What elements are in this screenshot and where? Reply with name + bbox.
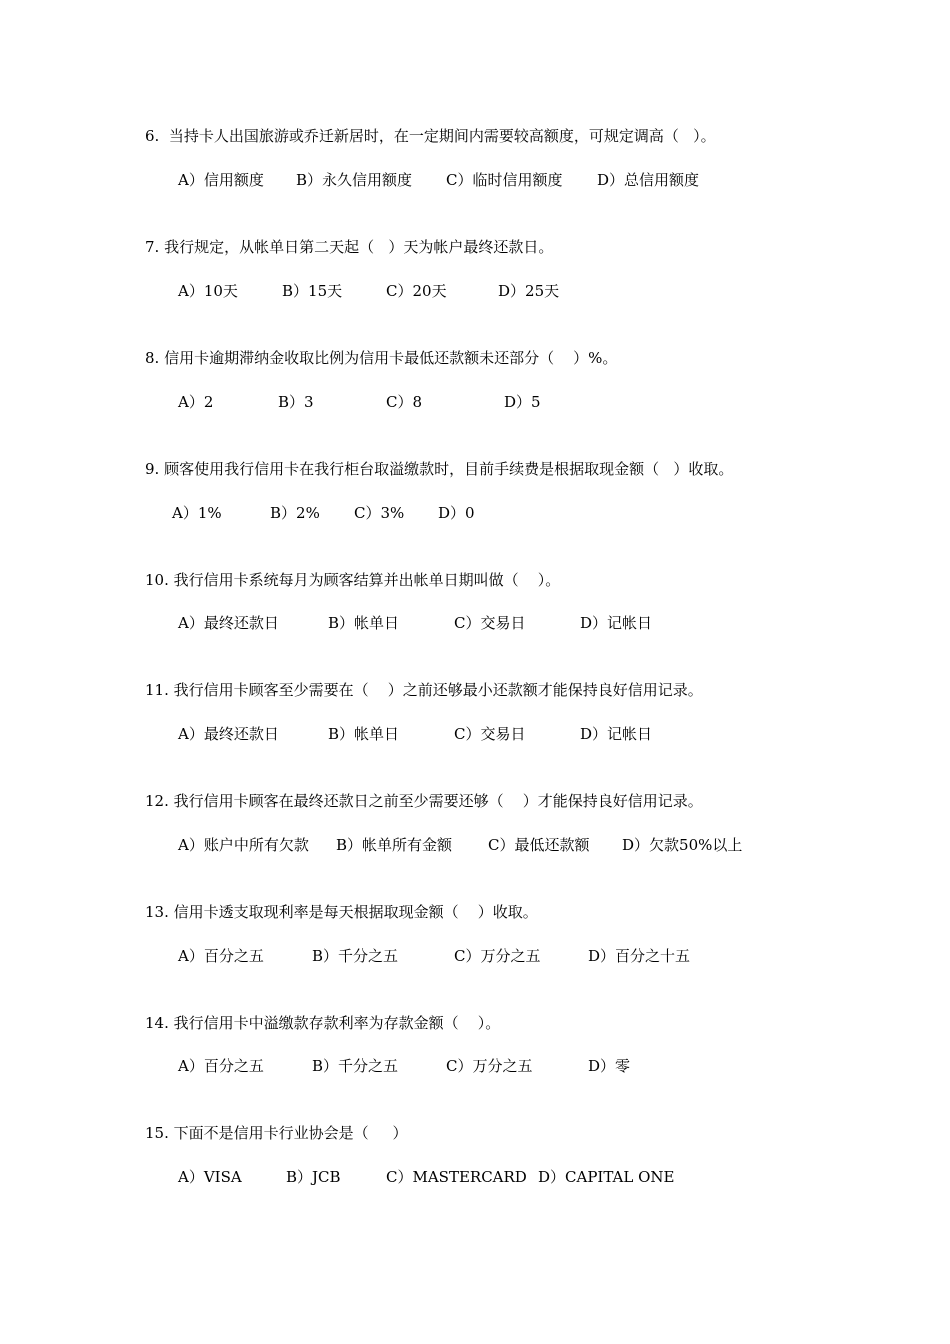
question-7-stem: 7. 我行规定，从帐单日第二天起（ ）天为帐户最终还款日。 <box>145 238 554 256</box>
question-13-stem: 13. 信用卡透支取现利率是每天根据取现金额（ ）收取。 <box>145 903 538 921</box>
question-10-option-a: A）最终还款日 <box>178 614 279 632</box>
question-10-option-c: C）交易日 <box>454 614 526 632</box>
question-9-option-b: B）2% <box>270 504 320 522</box>
question-15-option-c: C）MASTERCARD <box>386 1168 527 1186</box>
question-9-option-c: C）3% <box>354 504 405 522</box>
question-10-option-b: B）帐单日 <box>328 614 400 632</box>
question-11-stem: 11. 我行信用卡顾客至少需要在（ ）之前还够最小还款额才能保持良好信用记录。 <box>145 681 703 699</box>
question-9-option-d: D）0 <box>438 504 475 522</box>
question-10-stem: 10. 我行信用卡系统每月为顾客结算并出帐单日期叫做（ ）。 <box>145 571 561 589</box>
question-8-option-b: B）3 <box>278 393 314 411</box>
question-11-option-b: B）帐单日 <box>328 725 400 743</box>
question-11-option-a: A）最终还款日 <box>178 725 279 743</box>
question-7-option-d: D）25天 <box>498 282 560 300</box>
question-7-option-c: C）20天 <box>386 282 447 300</box>
question-14-option-a: A）百分之五 <box>178 1057 264 1075</box>
question-15-option-d: D）CAPITAL ONE <box>538 1168 675 1186</box>
question-12-option-a: A）账户中所有欠款 <box>178 836 309 854</box>
question-6-stem: 6. 当持卡人出国旅游或乔迁新居时，在一定期间内需要较高额度，可规定调高（ ）。 <box>145 127 716 145</box>
question-15-stem: 15. 下面不是信用卡行业协会是（ ） <box>145 1124 408 1142</box>
question-6-option-b: B）永久信用额度 <box>296 171 413 189</box>
question-12-stem: 12. 我行信用卡顾客在最终还款日之前至少需要还够（ ）才能保持良好信用记录。 <box>145 792 703 810</box>
question-14-option-c: C）万分之五 <box>446 1057 533 1075</box>
question-14-option-b: B）千分之五 <box>312 1057 399 1075</box>
question-8-option-d: D）5 <box>504 393 541 411</box>
question-6-option-a: A）信用额度 <box>178 171 264 189</box>
question-12-option-c: C）最低还款额 <box>488 836 590 854</box>
question-12-option-d: D）欠款50%以上 <box>622 836 743 854</box>
question-13-option-c: C）万分之五 <box>454 947 541 965</box>
question-7-option-a: A）10天 <box>178 282 238 300</box>
question-7-option-b: B）15天 <box>282 282 343 300</box>
question-13-option-d: D）百分之十五 <box>588 947 691 965</box>
question-6-option-c: C）临时信用额度 <box>446 171 563 189</box>
question-9-stem: 9. 顾客使用我行信用卡在我行柜台取溢缴款时，目前手续费是根据取现金额（ ）收取。 <box>145 460 734 478</box>
question-14-option-d: D）零 <box>588 1057 631 1075</box>
question-15-option-b: B）JCB <box>286 1168 341 1186</box>
question-8-option-c: C）8 <box>386 393 423 411</box>
question-14-stem: 14. 我行信用卡中溢缴款存款利率为存款金额（ ）。 <box>145 1014 501 1032</box>
question-11-option-c: C）交易日 <box>454 725 526 743</box>
question-13-option-b: B）千分之五 <box>312 947 399 965</box>
question-8-stem: 8. 信用卡逾期滞纳金收取比例为信用卡最低还款额未还部分（ ）%。 <box>145 349 618 367</box>
question-11-option-d: D）记帐日 <box>580 725 653 743</box>
question-9-option-a: A）1% <box>172 504 222 522</box>
question-8-option-a: A）2 <box>178 393 214 411</box>
question-13-option-a: A）百分之五 <box>178 947 264 965</box>
question-10-option-d: D）记帐日 <box>580 614 653 632</box>
question-15-option-a: A）VISA <box>178 1168 242 1186</box>
question-6-option-d: D）总信用额度 <box>597 171 700 189</box>
question-12-option-b: B）帐单所有金额 <box>336 836 453 854</box>
question-15-options <box>0 1167 675 1287</box>
